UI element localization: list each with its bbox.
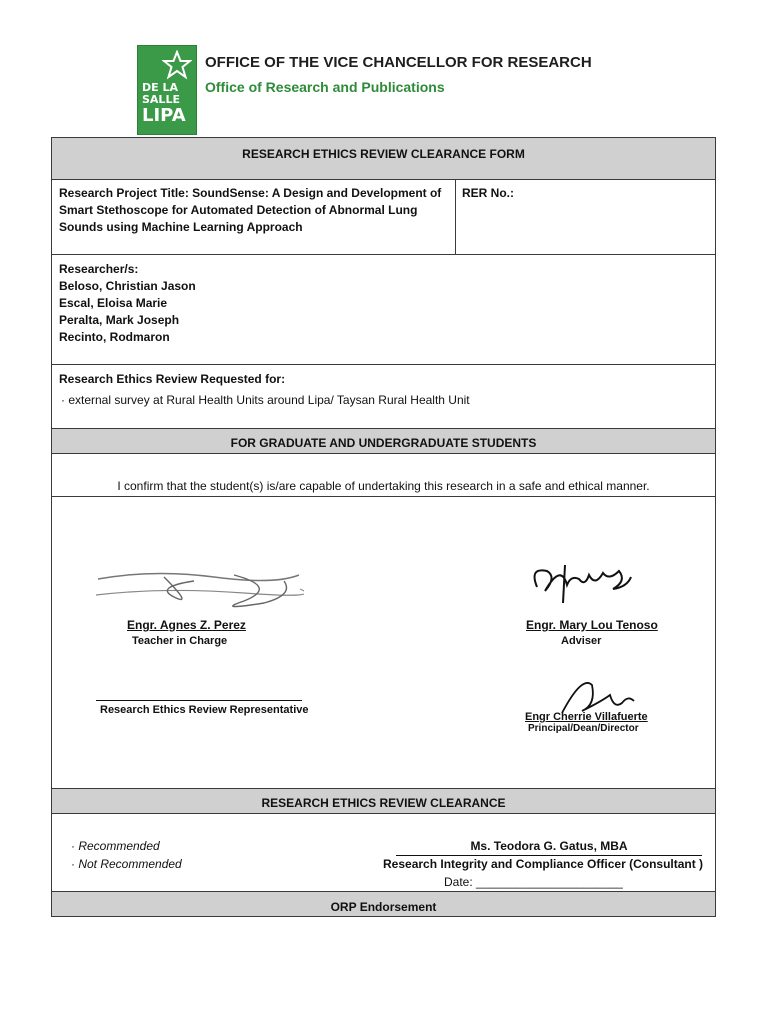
review-request-label: Research Ethics Review Requested for: [59,372,286,386]
project-title-row [51,179,716,255]
researchers-list: Researcher/s: Beloso, Christian Jason Escal, Eloisa Marie Peralta, Mark Joseph Recinto, Rodmaron [59,262,196,344]
star-icon [162,50,192,80]
representative-role: Research Ethics Review Representative [100,704,309,716]
representative-signature-line [96,700,302,701]
principal-role: Principal/Dean/Director [528,723,639,734]
officer-role: Research Integrity and Compliance Officer (Consultant ) [383,857,704,871]
teacher-role: Teacher in Charge [132,635,228,647]
principal-name: Engr Cherrie Villafuerte [525,711,648,723]
adviser-name: Engr. Mary Lou Tenoso [526,618,658,632]
office-subtitle: Office of Research and Publications [205,79,445,95]
confirm-row [51,453,716,497]
recommended-option: · Recommended [71,839,160,853]
adviser-role: Adviser [561,635,602,647]
form-title: RESEARCH ETHICS REVIEW CLEARANCE FORM [51,137,716,180]
clearance-row [51,813,716,892]
teacher-name: Engr. Agnes Z. Perez [127,618,246,632]
officer-name: Ms. Teodora G. Gatus, MBA [470,839,628,853]
signatures-block [51,496,716,789]
researchers-row [51,254,716,365]
teacher-signature-image [94,567,304,612]
students-section-header: FOR GRADUATE AND UNDERGRADUATE STUDENTS [51,428,716,454]
adviser-signature-image [527,557,637,607]
orp-endorsement-header: ORP Endorsement [51,891,716,917]
confirm-statement: I confirm that the student(s) is/are capable of undertaking this research in a safe and ethical manner. [117,479,650,493]
column-divider [455,180,456,254]
office-title: OFFICE OF THE VICE CHANCELLOR FOR RESEARCH [205,54,592,71]
clearance-section-header: RESEARCH ETHICS REVIEW CLEARANCE [51,788,716,814]
review-request-item: · external survey at Rural Health Units around Lipa/ Taysan Rural Health Unit [61,393,470,407]
date-field: Date: ______________________ [444,875,623,889]
logo-text: DE LA SALLE LIPA [142,81,186,126]
rer-number-label: RER No.: [462,186,514,200]
not-recommended-option: · Not Recommended [71,857,182,871]
review-request-row [51,364,716,429]
project-title: Research Project Title: SoundSense: A Design and Development of Smart Stethoscope for Automated Detection of Abnormal Lung Sounds using Machine Learning Approach [59,186,442,234]
institution-logo [137,45,197,135]
